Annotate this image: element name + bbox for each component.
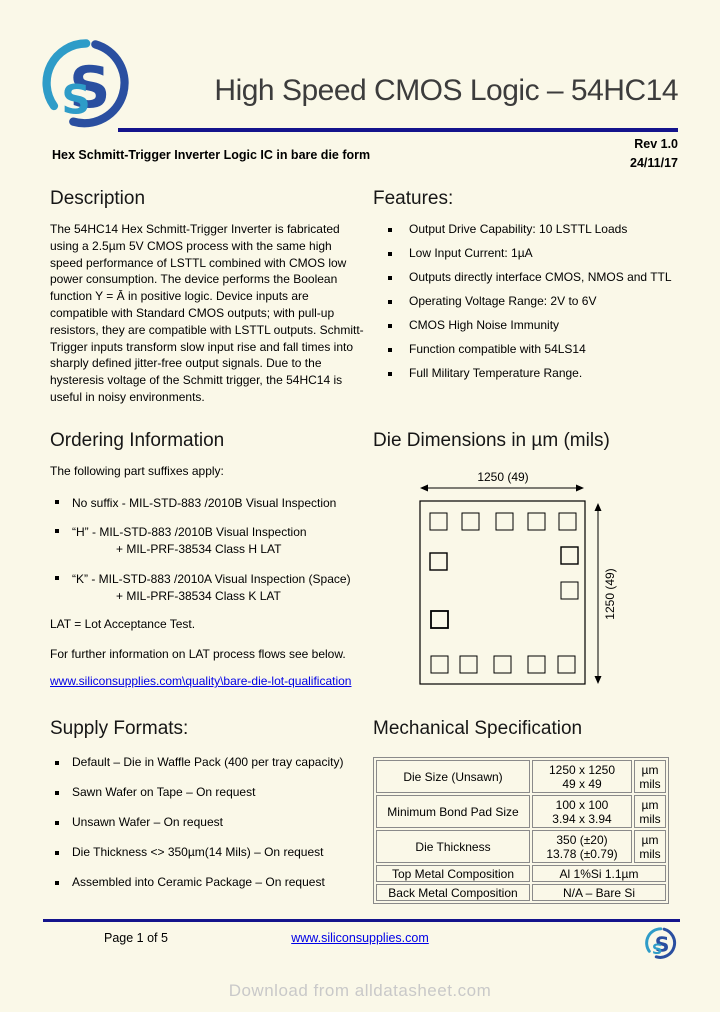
features-heading: Features: [373,188,454,209]
feature-text: Operating Voltage Range: 2V to 6V [409,294,597,308]
ordering-intro: The following part suffixes apply: [50,464,224,478]
list-item [388,319,688,332]
bullet-square-icon [55,851,59,855]
unit-um: µm [641,762,659,777]
value-um: 100 x 100 [555,797,609,812]
list-item [55,846,370,859]
list-item [388,367,688,380]
footer-logo-icon [645,926,678,960]
die-height-label: 1250 (49) [603,568,617,620]
header-divider [118,128,678,132]
arrowhead-down-icon [595,676,602,684]
table-cell-value: N/A – Bare Si [532,884,666,901]
value-mils: 13.78 (±0.79) [546,846,618,861]
table-cell-label: Die Size (Unsawn) [376,760,530,793]
table-cell-unit [634,760,666,793]
description-heading: Description [50,188,146,209]
page-number: Page 1 of 5 [104,931,168,945]
feature-text: Outputs directly interface CMOS, NMOS and TTL [409,270,672,284]
arrowhead-left-icon [420,485,428,492]
supply-format-text: Sawn Wafer on Tape – On request [72,785,256,799]
ordering-item [55,571,351,604]
supply-format-text: Default – Die in Waffle Pack (400 per tray capacity) [72,755,344,769]
list-item [388,223,688,236]
feature-text: Low Input Current: 1µA [409,246,533,260]
document-subtitle: Hex Schmitt-Trigger Inverter Logic IC in bare die form [52,148,371,162]
bullet-square-icon [388,276,392,280]
table-cell-label: Die Thickness [376,830,530,863]
lat-definition-note: LAT = Lot Acceptance Test. [50,617,196,631]
list-item [388,343,688,356]
bullet-square-icon [55,529,59,533]
bullet-square-icon [55,791,59,795]
mechanical-spec-heading: Mechanical Specification [373,718,583,739]
value-mils: 49 x 49 [562,776,602,791]
value-um: 1250 x 1250 [548,762,616,777]
footer-divider [43,919,680,922]
bullet-square-icon [55,821,59,825]
list-item [388,271,688,284]
bullet-square-icon [55,576,59,580]
die-width-label: 1250 (49) [477,470,529,484]
feature-text: CMOS High Noise Immunity [409,318,560,332]
footer-link-wrap [0,931,720,945]
bullet-square-icon [388,228,392,232]
bullet-square-icon [55,500,59,504]
list-item [55,876,370,889]
die-dimensions-diagram [408,463,638,695]
bullet-square-icon [388,300,392,304]
ordering-item [55,524,307,557]
supply-formats-heading: Supply Formats: [50,718,189,739]
value-mils: 3.94 x 3.94 [552,811,612,826]
die-dimensions-heading: Die Dimensions in µm (mils) [373,430,610,451]
list-item [55,816,370,829]
table-cell-value [532,830,632,863]
ordering-item-text: No suffix - MIL-STD-883 /2010B Visual Inspection [72,496,337,510]
ordering-item-line1: “H” - MIL-STD-883 /2010B Visual Inspection [72,525,307,539]
ordering-item-line2: + MIL-PRF-38534 Class K LAT [116,588,281,603]
bullet-square-icon [388,324,392,328]
page-title: High Speed CMOS Logic – 54HC14 [214,74,678,107]
list-item [388,295,688,308]
revision-label: Rev 1.0 [634,137,678,151]
table-cell-value: Al 1%Si 1.1µm [532,865,666,882]
website-link[interactable]: www.siliconsupplies.com [291,931,429,945]
revision-date: 24/11/17 [630,156,678,170]
ordering-item-line1: “K” - MIL-STD-883 /2010A Visual Inspection (Space) [72,572,351,586]
unit-mils: mils [639,811,661,826]
list-item [55,786,370,799]
description-body: The 54HC14 Hex Schmitt-Trigger Inverter is fabricated using a 2.5µm 5V CMOS process with the same high speed performance of LSTTL combined with CMOS low power consumption. The device performs the Boolean function Y = Ā in positive logic. Device inputs are compatible with Standard CMOS outputs; with pull-up resistors, they are compatible with LSTTL outputs. Schmitt-Trigger inputs transform slow input rise and fall times into sharply defined jitter-free output signals. Due to the hysteresis voltage of the Schmitt trigger, the 54HC14 is useful in noisy environments. [50,222,364,404]
bullet-square-icon [55,761,59,765]
ordering-item [55,495,336,512]
bullet-square-icon [55,881,59,885]
feature-text: Full Military Temperature Range. [409,366,583,380]
feature-text: Output Drive Capability: 10 LSTTL Loads [409,222,628,236]
features-list [388,223,688,391]
arrowhead-right-icon [576,485,584,492]
mechanical-spec-table [373,757,669,904]
revision-block [630,135,678,173]
unit-um: µm [641,832,659,847]
feature-text: Function compatible with 54LS14 [409,342,586,356]
bullet-square-icon [388,252,392,256]
unit-mils: mils [639,776,661,791]
table-cell-label: Top Metal Composition [376,865,530,882]
arrowhead-up-icon [595,503,602,511]
list-item [55,756,370,769]
ordering-item-text [72,571,351,604]
qualification-link[interactable]: www.siliconsupplies.com\quality\bare-die-lot-qualification [50,674,352,688]
list-item [388,247,688,260]
table-cell-value [532,795,632,828]
unit-mils: mils [639,846,661,861]
watermark-text: Download from alldatasheet.com [228,981,492,1000]
table-cell-label: Minimum Bond Pad Size [376,795,530,828]
bullet-square-icon [388,372,392,376]
supply-format-text: Die Thickness <> 350µm(14 Mils) – On request [72,845,324,859]
table-cell-unit [634,830,666,863]
die-outline [420,501,585,684]
unit-um: µm [641,797,659,812]
bond-pads [430,513,578,673]
table-cell-unit [634,795,666,828]
table-cell-label: Back Metal Composition [376,884,530,901]
ordering-heading: Ordering Information [50,430,225,451]
ordering-item-line2: + MIL-PRF-38534 Class H LAT [116,541,282,556]
supply-format-text: Unsawn Wafer – On request [72,815,223,829]
company-logo-icon [42,36,134,130]
bullet-square-icon [388,348,392,352]
supply-format-text: Assembled into Ceramic Package – On request [72,875,325,889]
value-um: 350 (±20) [556,832,608,847]
table-cell-value [532,760,632,793]
lat-info-note: For further information on LAT process flows see below. [50,647,346,661]
ordering-item-text [72,524,307,557]
supply-formats-list [55,756,370,906]
